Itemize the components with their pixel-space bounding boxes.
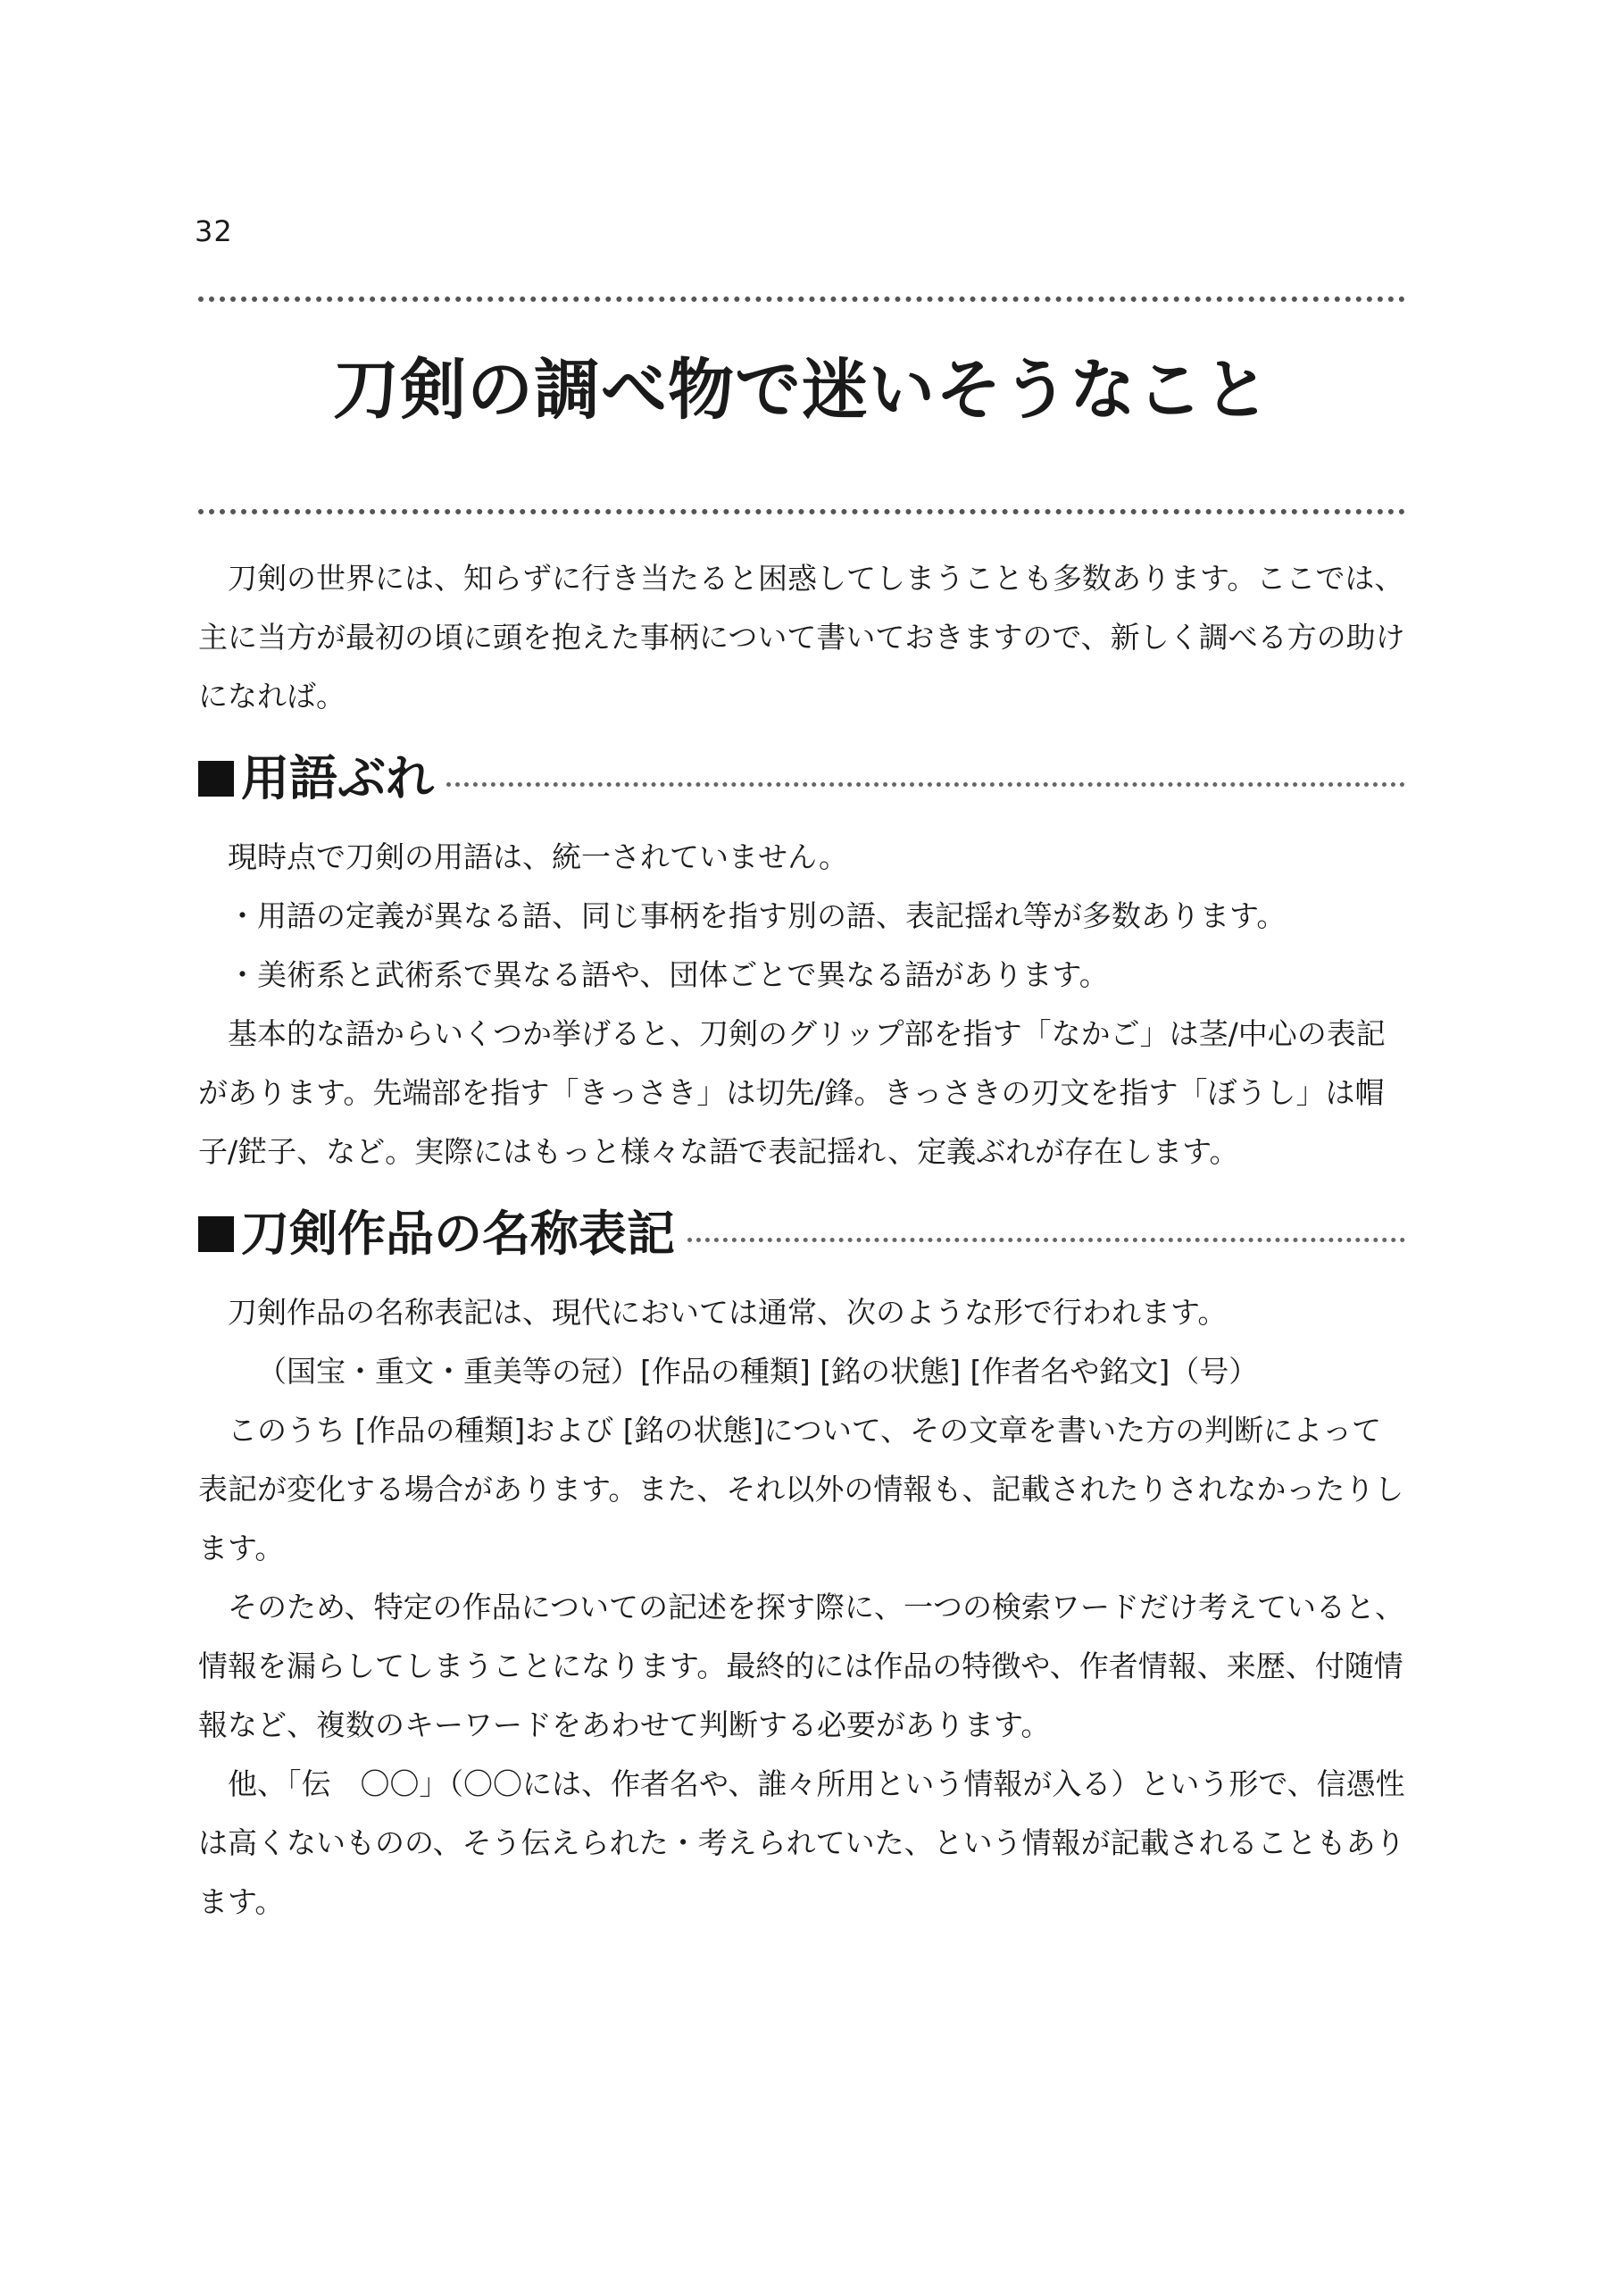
section-heading-terms <box>198 746 1405 812</box>
paragraph: このうち [作品の種類]および [銘の状態]について、その文章を書いた方の判断によって表記が変化する場合があります。また、それ以外の情報も、記載されたりされなかったりします。 <box>198 1413 1404 1565</box>
intro-paragraph: 刀剣の世界には、知らずに行き当たると困惑してしまうことも多数あります。ここでは、主に当方が最初の頃に頭を抱えた事柄について書いておきますので、新しく調べる方の助けになれば。 <box>198 561 1405 714</box>
paragraph: 基本的な語からいくつか挙げると、刀剣のグリップ部を指す「なかご」は茎/中心の表記があります。先端部を指す「きっさき」は切先/鋒。きっさきの刃文を指す「ぼうし」は帽子/鋩子、など。実際にはもっと様々な語で表記揺れ、定義ぶれが存在します。 <box>198 1016 1386 1169</box>
paragraph: そのため、特定の作品についての記述を探す際に、一つの検索ワードだけ考えていると、情報を漏らしてしまうことになります。最終的には作品の特徴や、作者情報、来歴、付随情報など、複数のキーワードをあわせて判断する必要があります。 <box>198 1590 1405 1742</box>
bullet-paragraph: ・美術系と武術系で異なる語や、団体ごとで異なる語があります。 <box>228 957 1109 992</box>
paragraph: 刀剣作品の名称表記は、現代においては通常、次のような形で行われます。 <box>228 1295 1228 1330</box>
section-heading-text: 用語ぶれ <box>241 750 434 806</box>
page-number: 32 <box>195 214 233 248</box>
title-bottom-divider <box>198 509 1405 514</box>
paragraph: 現時点で刀剣の用語は、統一されていません。 <box>228 839 848 874</box>
square-bullet-icon <box>198 761 234 797</box>
heading-dotted-rule <box>687 1238 1405 1242</box>
heading-dotted-rule <box>446 782 1405 787</box>
section-heading-text: 刀剣作品の名称表記 <box>241 1206 675 1262</box>
bullet-paragraph: ・用語の定義が異なる語、同じ事柄を指す別の語、表記揺れ等が多数あります。 <box>228 898 1287 933</box>
naming-format-line: （国宝・重文・重美等の冠）[作品の種類] [銘の状態] [作者名や銘文]（号） <box>257 1354 1259 1389</box>
square-bullet-icon <box>198 1216 234 1252</box>
page-content <box>198 549 1405 1932</box>
section-heading-naming <box>198 1201 1405 1267</box>
page-title: 刀剣の調べ物で迷いそうなこと <box>333 352 1270 429</box>
paragraph: 他、「伝 〇〇」（〇〇には、作者名や、誰々所用という情報が入る）という形で、信憑性は高くないものの、そう伝えられた・考えられていた、という情報が記載されることもあります。 <box>198 1766 1405 1919</box>
title-top-divider <box>198 296 1405 302</box>
